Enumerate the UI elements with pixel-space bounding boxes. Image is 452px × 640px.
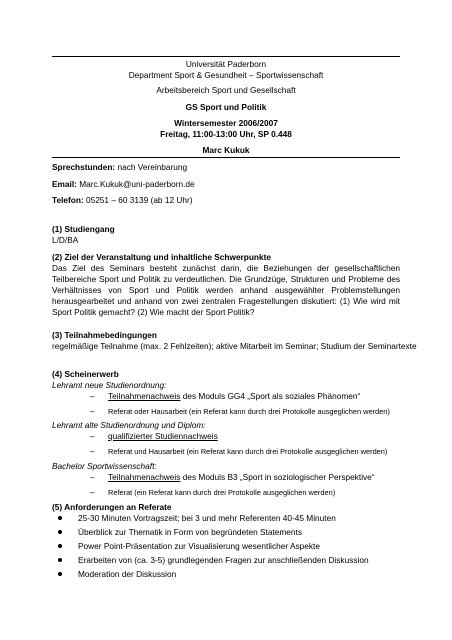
group-3-item-a (108, 472, 404, 483)
top-rule (52, 56, 400, 57)
phone-value: 05251 – 60 3139 (ab 12 Uhr) (83, 195, 193, 205)
email-label: Email: (52, 179, 77, 189)
participation-proof-link: Teilnahmenachweis (108, 391, 181, 401)
office-hours-label: Sprechstunden: (52, 162, 116, 172)
header-rule (52, 157, 400, 158)
list-item: Überblick zur Thematik in Form von begründeten Statements (78, 527, 302, 537)
group-2-item-b: Referat und Hausarbeit (ein Referat kann durch drei Protokolle ausgeglichen werden) (108, 447, 388, 456)
section-5-heading: (5) Anforderungen an Referate (52, 502, 172, 512)
list-item: Erarbeiten von (ca. 3-5) grundlegenden Fragen zur anschließenden Diskussion (78, 555, 369, 565)
section-4-heading: (4) Scheinerwerb (52, 369, 119, 379)
group-1-title: Lehramt neue Studienordnung: (52, 380, 167, 390)
office-hours (52, 162, 404, 173)
dash-marker: – (90, 487, 95, 497)
dash-marker: – (90, 446, 95, 456)
bullet-icon (58, 530, 62, 534)
email (52, 179, 404, 190)
dash-marker: – (90, 431, 95, 441)
department-name: Department Sport & Gesundheit – Sportwissenschaft (128, 70, 324, 80)
section-2-text: Das Ziel des Seminars besteht zunächst darin, die Beziehungen der gesellschaftlichen Teilbereiche Sport und Politik zu verdeutlichen. Die Grundzüge, Strukturen und Probleme des Verhältnisses von Sport und Politik werden anhand ausgewählter Problemstellungen herausgearbeitet und anhand von zwei zentralen Fragestellungen diskutiert: (1) Wie wird mit Sport Politik gemacht? (2) Wie macht der Sport Politik? (52, 263, 400, 317)
bullet-icon (58, 544, 62, 548)
section-3-text: regelmäßige Teilnahme (max. 2 Fehlzeiten); aktive Mitarbeit im Seminar; Studium der Seminartexte (52, 341, 417, 351)
participation-proof-link: Teilnahmenachweis (108, 472, 181, 482)
section-1-text: L/D/BA (52, 235, 79, 245)
group-2-item-a: qualifizierter Studiennachweis (108, 431, 218, 441)
section-3-heading: (3) Teilnahmebedingungen (52, 330, 157, 340)
phone-label: Telefon: (52, 195, 84, 205)
dash-marker: – (90, 472, 95, 482)
lecturer-name: Marc Kukuk (202, 145, 250, 155)
phone (52, 195, 404, 206)
university-name: Universität Paderborn (185, 59, 267, 69)
group-3-item-a-rest: des Moduls B3 „Sport in soziologischer Perspektive“ (180, 472, 375, 482)
group-1-item-a (108, 391, 404, 402)
email-value[interactable]: Marc.Kukuk@uni-paderborn.de (76, 179, 195, 189)
group-3-title: Bachelor Sportwissenschaft: (52, 461, 157, 471)
dash-marker: – (90, 391, 95, 401)
list-item: 25-30 Minuten Vortragszeit; bei 3 und mehr Referenten 40-45 Minuten (78, 513, 336, 523)
bullet-icon (58, 572, 62, 576)
semester: Wintersemester 2006/2007 (174, 118, 278, 128)
group-3-item-b: Referat (ein Referat kann durch drei Protokolle ausgeglichen werden) (108, 488, 336, 497)
group-1-item-a-rest: des Moduls GG4 „Sport als soziales Phänomen“ (180, 391, 361, 401)
bullet-icon (58, 516, 62, 520)
office-hours-value: nach Vereinbarung (115, 162, 188, 172)
dash-marker: – (90, 406, 95, 416)
section-2-heading: (2) Ziel der Veranstaltung und inhaltliche Schwerpunkte (52, 252, 271, 262)
section-1-heading: (1) Studiengang (52, 224, 115, 234)
time-place: Freitag, 11:00-13:00 Uhr, SP 0.448 (160, 129, 292, 139)
course-title: GS Sport und Politik (185, 102, 267, 112)
section-name: Arbeitsbereich Sport und Gesellschaft (156, 85, 296, 95)
group-1-item-b: Referat oder Hausarbeit (ein Referat kann durch drei Protokolle ausgeglichen werden) (108, 407, 390, 416)
list-item: Power Point-Präsentation zur Visualisierung wesentlicher Aspekte (78, 541, 320, 551)
bullet-icon (58, 558, 62, 562)
group-2-title: Lehramt alte Studienordnung und Diplom: (52, 420, 206, 430)
list-item: Moderation der Diskussion (78, 569, 177, 579)
